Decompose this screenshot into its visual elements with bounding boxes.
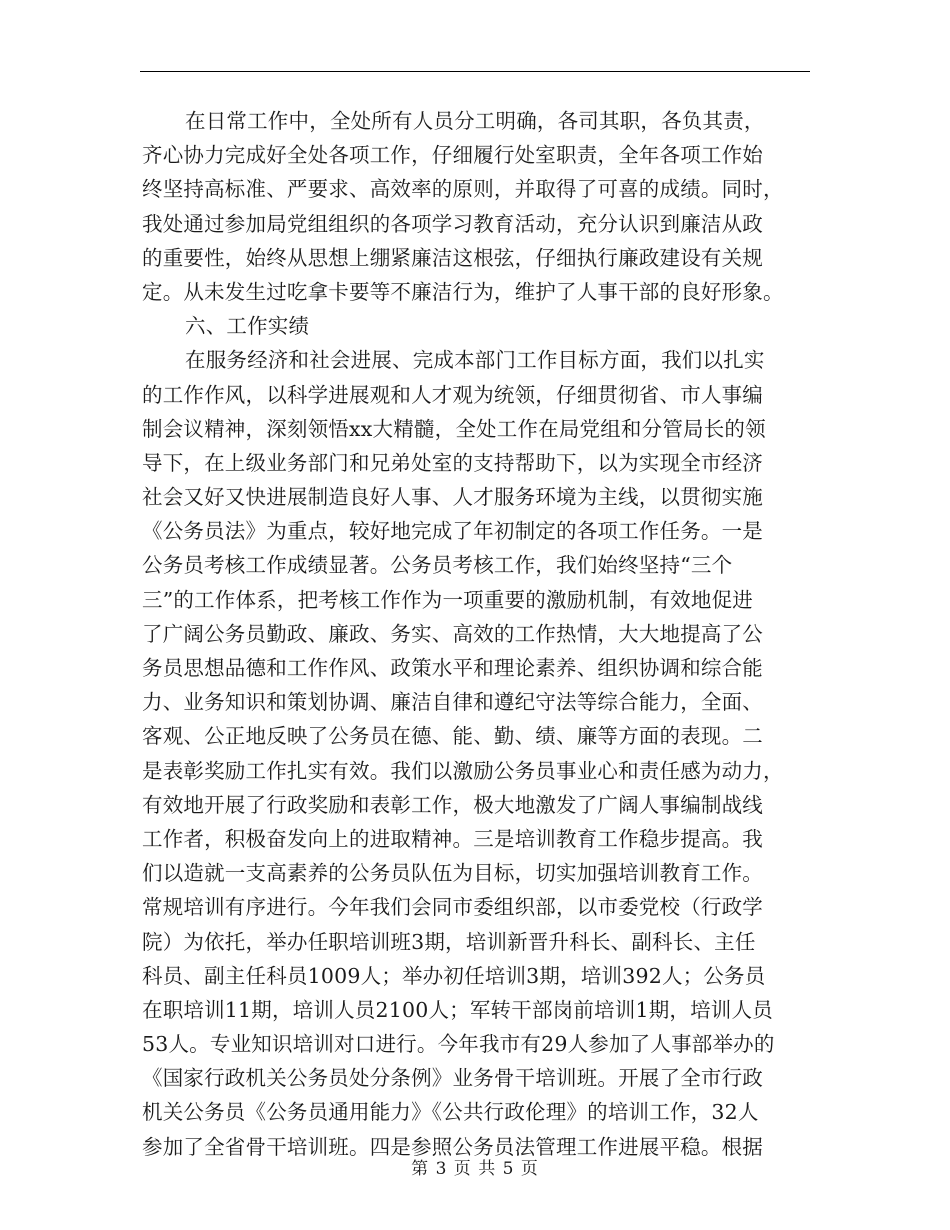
text-line: 导下，在上级业务部门和兄弟处室的支持帮助下，以为实现全市经济 xyxy=(142,450,763,475)
text-line: 在日常工作中，全处所有人员分工明确，各司其职，各负其责， xyxy=(185,109,765,133)
text-line: 客观、公正地反映了公务员在德、能、勤、绩、廉等方面的表现。二 xyxy=(142,724,763,749)
text-line: 有效地开展了行政奖励和表彰工作，极大地激发了广阔人事编制战线 xyxy=(142,792,763,817)
text-line: 是表彰奖励工作扎实有效。我们以激励公务员事业心和责任感为动力， xyxy=(142,758,784,783)
text-line: 在职培训11期，培训人员2100人；军转干部岗前培训1期，培训人员 xyxy=(142,997,773,1022)
text-line: 三”的工作体系，把考核工作作为一项重要的激励机制，有效地促进 xyxy=(142,587,753,612)
text-line: 院）为依托，举办任职培训班3期，培训新晋升科长、副科长、主任 xyxy=(142,929,756,954)
text-line: 的重要性，始终从思想上绷紧廉洁这根弦，仔细执行廉政建设有关规 xyxy=(142,245,763,270)
text-line: 在服务经济和社会进展、完成本部门工作目标方面，我们以扎实 xyxy=(185,348,765,373)
text-line: 了广阔公务员勤政、廉政、务实、高效的工作热情，大大地提高了公 xyxy=(142,621,763,646)
document-body xyxy=(142,104,814,1164)
text-line: 机关公务员《公务员通用能力》《公共行政伦理》的培训工作，32人 xyxy=(142,1100,759,1125)
text-line: 们以造就一支高素养的公务员队伍为目标，切实加强培训教育工作。 xyxy=(142,861,763,886)
text-line: 工作者，积极奋发向上的进取精神。三是培训教育工作稳步提高。我 xyxy=(142,826,763,851)
text-line: 我处通过参加局党组组织的各项学习教育活动，充分认识到廉洁从政 xyxy=(142,211,763,236)
text-line: 53人。专业知识培训对口进行。今年我市有29人参加了人事部举办的 xyxy=(142,1032,775,1057)
text-line: 制会议精神，深刻领悟xx大精髓，全处工作在局党组和分管局长的领 xyxy=(142,416,766,441)
page-number-footer: 第 3 页 共 5 页 xyxy=(411,1159,539,1179)
text-line: 科员、副主任科员1009人；举办初任培训3期，培训392人；公务员 xyxy=(142,963,766,988)
text-line: 公务员考核工作成绩显著。公务员考核工作，我们始终坚持“三个 xyxy=(142,553,733,578)
text-line: 《国家行政机关公务员处分条例》业务骨干培训班。开展了全市行政 xyxy=(142,1066,763,1091)
text-line: 参加了全省骨干培训班。四是参照公务员法管理工作进展平稳。根据 xyxy=(142,1134,763,1159)
text-line: 务员思想品德和工作作风、政策水平和理论素养、组织协调和综合能 xyxy=(142,656,763,680)
text-line: 定。从未发生过吃拿卡要等不廉洁行为，维护了人事干部的良好形象。 xyxy=(142,279,784,304)
text-line: 终坚持高标准、严要求、高效率的原则，并取得了可喜的成绩。同时， xyxy=(142,177,784,202)
text-line: 力、业务知识和策划协调、廉洁自律和遵纪守法等综合能力，全面、 xyxy=(142,690,763,715)
text-line: 社会又好又快进展制造良好人事、人才服务环境为主线，以贯彻实施 xyxy=(142,485,763,510)
text-line: 齐心协力完成好全处各项工作，仔细履行处室职责，全年各项工作始 xyxy=(142,143,763,168)
text-line: 的工作作风，以科学进展观和人才观为统领，仔细贯彻省、市人事编 xyxy=(142,382,763,407)
text-line: 常规培训有序进行。今年我们会同市委组织部，以市委党校（行政学 xyxy=(142,895,763,920)
header-rule xyxy=(140,71,810,72)
text-line: 《公务员法》为重点，较好地完成了年初制定的各项工作任务。一是 xyxy=(142,519,763,544)
section-heading: 六、工作实绩 xyxy=(185,314,310,339)
